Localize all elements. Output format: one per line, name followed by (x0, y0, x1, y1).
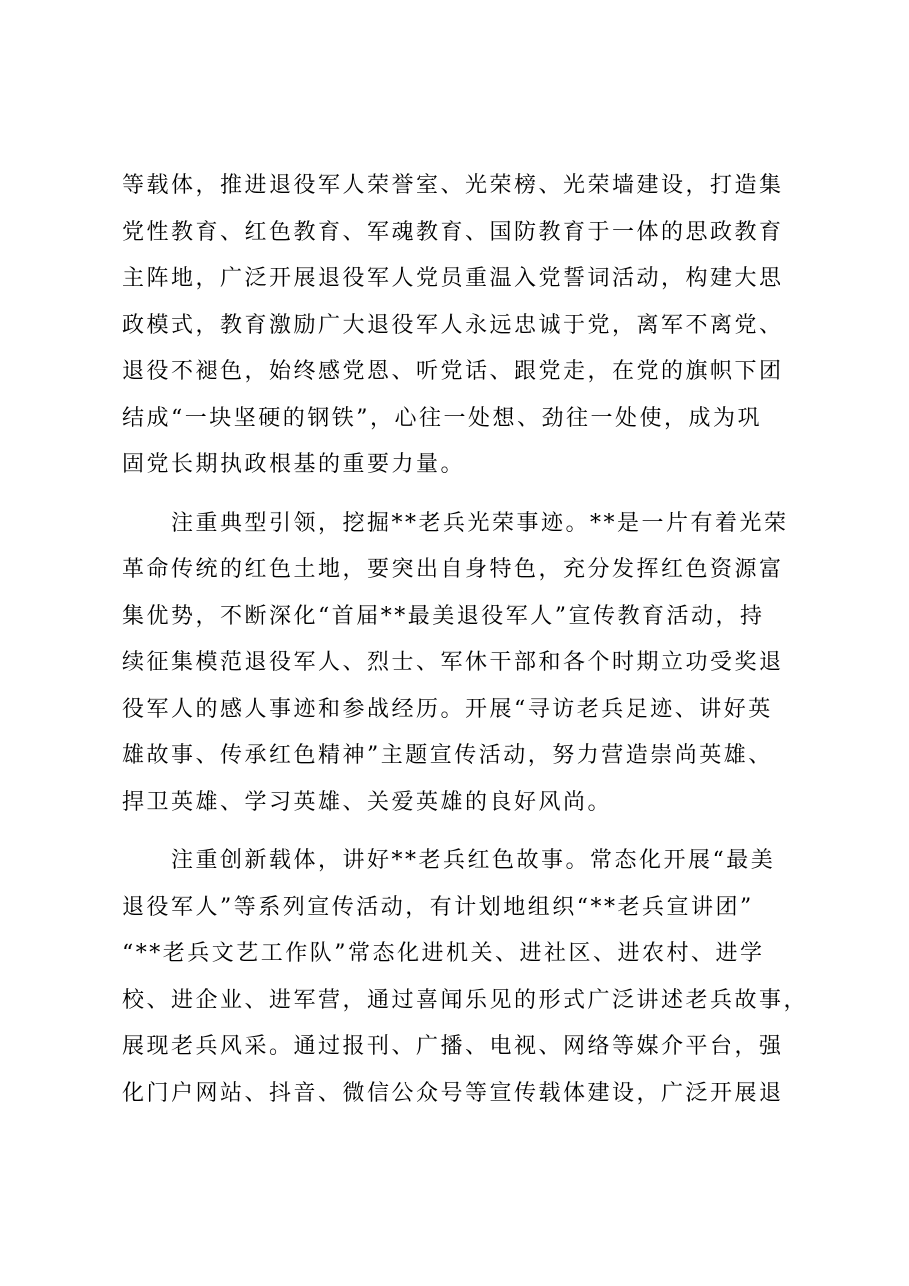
text-line: 党性教育、红色教育、军魂教育、国防教育于一体的思政教育 (122, 219, 784, 245)
text-line: 化门户网站、抖音、微信公众号等宣传载体建设，广泛开展退 (122, 1080, 784, 1106)
text-line: 雄故事、传承红色精神”主题宣传活动，努力营造崇尚英雄、 (122, 743, 773, 768)
text-line: 役军人的感人事迹和参战经历。开展“寻访老兵足迹、讲好英 (122, 696, 773, 722)
text-line: 主阵地，广泛开展退役军人党员重温入党誓词活动，构建大思 (122, 266, 784, 291)
text-line: 校、进企业、进军营，通过喜闻乐见的形式广泛讲述老兵故事， (122, 987, 809, 1013)
paragraph-spacing (122, 826, 797, 838)
text-line: “**老兵文艺工作队”常态化进机关、进社区、进农村、进学 (122, 941, 765, 966)
text-line: 集优势，不断深化“首届**最美退役军人”宣传教育活动，持 (122, 603, 765, 629)
text-line: 固党长期执政根基的重要力量。 (122, 452, 466, 477)
paragraph (122, 838, 809, 1117)
paragraph (122, 163, 797, 489)
text-line: 结成“一块坚硬的钢铁”，心往一处想、劲往一处使，成为巩 (122, 405, 762, 431)
paragraph-spacing (122, 489, 797, 501)
text-line: 注重创新载体，讲好**老兵红色故事。常态化开展“最美 (122, 848, 776, 873)
text-line: 退役不褪色，始终感党恩、听党话、跟党走，在党的旗帜下团 (122, 359, 784, 384)
text-line: 捍卫英雄、学习英雄、关爱英雄的良好风尚。 (122, 789, 613, 815)
text-line: 注重典型引领，挖掘**老兵光荣事迹。**是一片有着光荣 (122, 510, 789, 536)
paragraph (122, 501, 797, 827)
text-line: 革命传统的红色土地，要突出自身特色，充分发挥红色资源富 (122, 557, 784, 582)
text-line: 续征集模范退役军人、烈士、军休干部和各个时期立功受奖退 (122, 650, 784, 675)
document-body (122, 163, 809, 1117)
text-line: 等载体，推进退役军人荣誉室、光荣榜、光荣墙建设，打造集 (122, 173, 784, 198)
text-line: 政模式，教育激励广大退役军人永远忠诚于党，离军不离党、 (122, 312, 784, 338)
text-line: 退役军人”等系列宣传活动，有计划地组织“**老兵宣讲团” (122, 894, 754, 920)
text-line: 展现老兵风采。通过报刊、广播、电视、网络等媒介平台，强 (122, 1034, 784, 1059)
